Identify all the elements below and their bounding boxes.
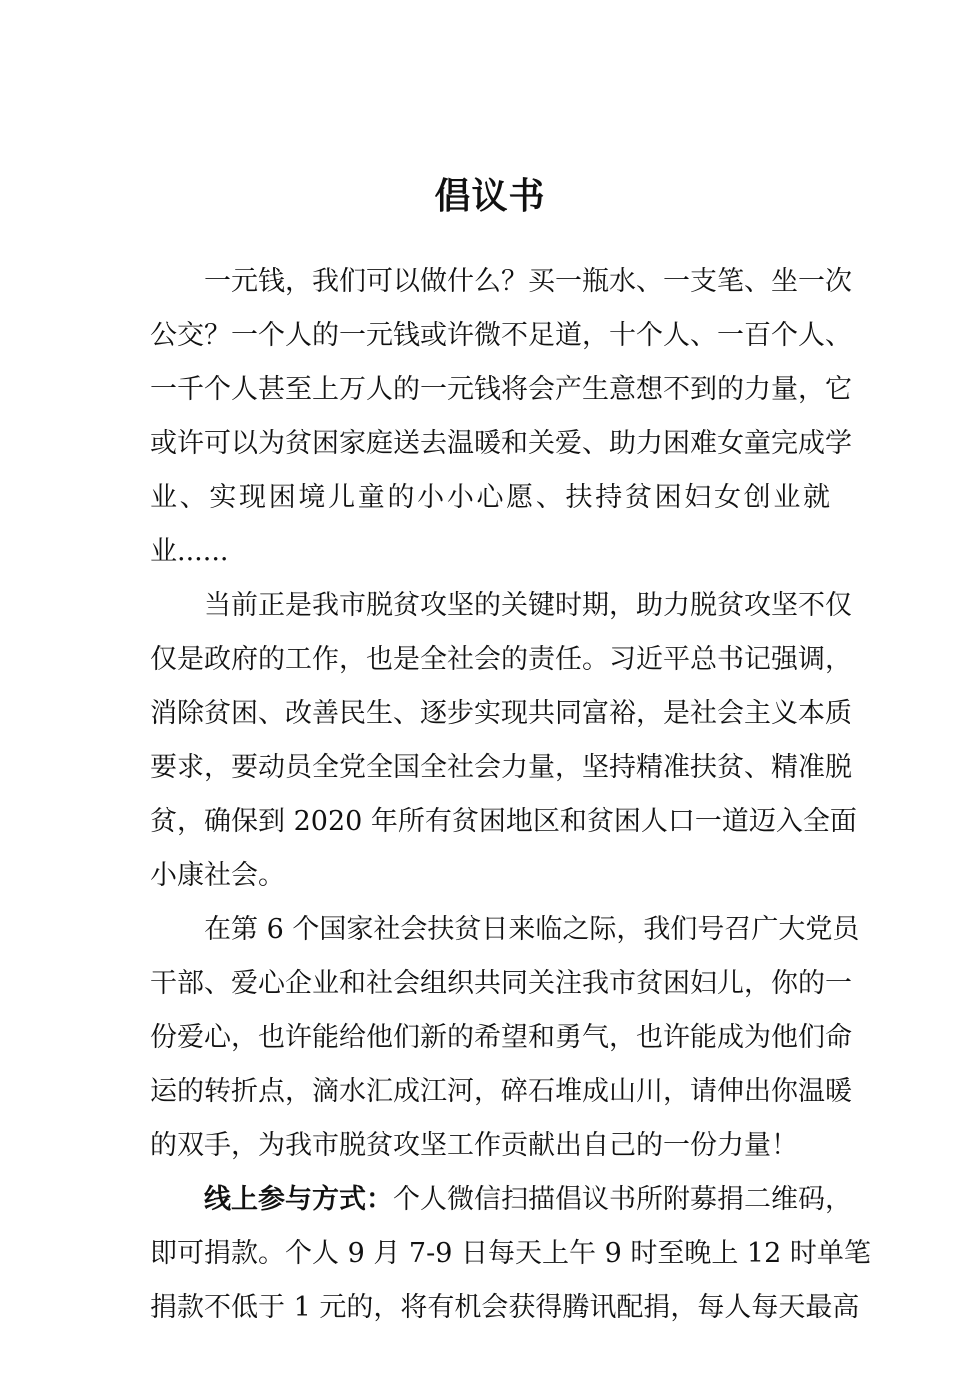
paragraph-line: 捐款不低于 1 元的，将有机会获得腾讯配捐，每人每天最高 xyxy=(150,1292,860,1323)
paragraph-line: 运的转折点，滴水汇成江河，碎石堆成山川，请伸出你温暖 xyxy=(150,1076,852,1107)
paragraph-line: 干部、爱心企业和社会组织共同关注我市贫困妇儿，你的一 xyxy=(150,968,852,999)
paragraph-line: 业...... xyxy=(150,536,229,567)
paragraph-line: 一元钱，我们可以做什么？买一瓶水、一支笔、坐一次 xyxy=(204,266,852,297)
online-participation-heading: 线上参与方式： xyxy=(204,1184,393,1215)
paragraph-line-text: 个人微信扫描倡议书所附募捐二维码， xyxy=(393,1184,852,1215)
paragraph-line xyxy=(150,1173,852,1227)
paragraph-line: 要求，要动员全党全国全社会力量，坚持精准扶贫、精准脱 xyxy=(150,752,852,783)
paragraph-line: 在第 6 个国家社会扶贫日来临之际，我们号召广大党员 xyxy=(204,914,860,945)
paragraph-line: 一千个人甚至上万人的一元钱将会产生意想不到的力量，它 xyxy=(150,374,852,405)
paragraph-line: 仅是政府的工作，也是全社会的责任。习近平总书记强调， xyxy=(150,644,852,675)
paragraph-line: 的双手，为我市脱贫攻坚工作贡献出自己的一份力量！ xyxy=(150,1130,798,1161)
paragraph-line: 份爱心，也许能给他们新的希望和勇气，也许能成为他们命 xyxy=(150,1022,852,1053)
page-title: 倡议书 xyxy=(434,176,546,217)
paragraph-line: 即可捐款。个人 9 月 7-9 日每天上午 9 时至晚上 12 时单笔 xyxy=(150,1238,871,1269)
paragraph-line: 或许可以为贫困家庭送去温暖和关爱、助力困难女童完成学 xyxy=(150,428,852,459)
paragraph-line: 当前正是我市脱贫攻坚的关键时期，助力脱贫攻坚不仅 xyxy=(204,590,852,621)
paragraph-line: 消除贫困、改善民生、逐步实现共同富裕，是社会主义本质 xyxy=(150,698,852,729)
paragraph-poverty-alleviation xyxy=(150,579,857,903)
paragraph-call-to-action xyxy=(150,903,860,1173)
paragraph-line: 公交？一个人的一元钱或许微不足道，十个人、一百个人、 xyxy=(150,320,852,351)
paragraph-one-yuan xyxy=(150,255,852,579)
document-body xyxy=(150,255,871,1335)
paragraph-line: 小康社会。 xyxy=(150,860,285,891)
paragraph-online-participation xyxy=(150,1173,871,1335)
paragraph-line: 业、实现困境儿童的小小心愿、扶持贫困妇女创业就 xyxy=(150,482,830,513)
paragraph-line: 贫，确保到 2020 年所有贫困地区和贫困人口一道迈入全面 xyxy=(150,806,857,837)
